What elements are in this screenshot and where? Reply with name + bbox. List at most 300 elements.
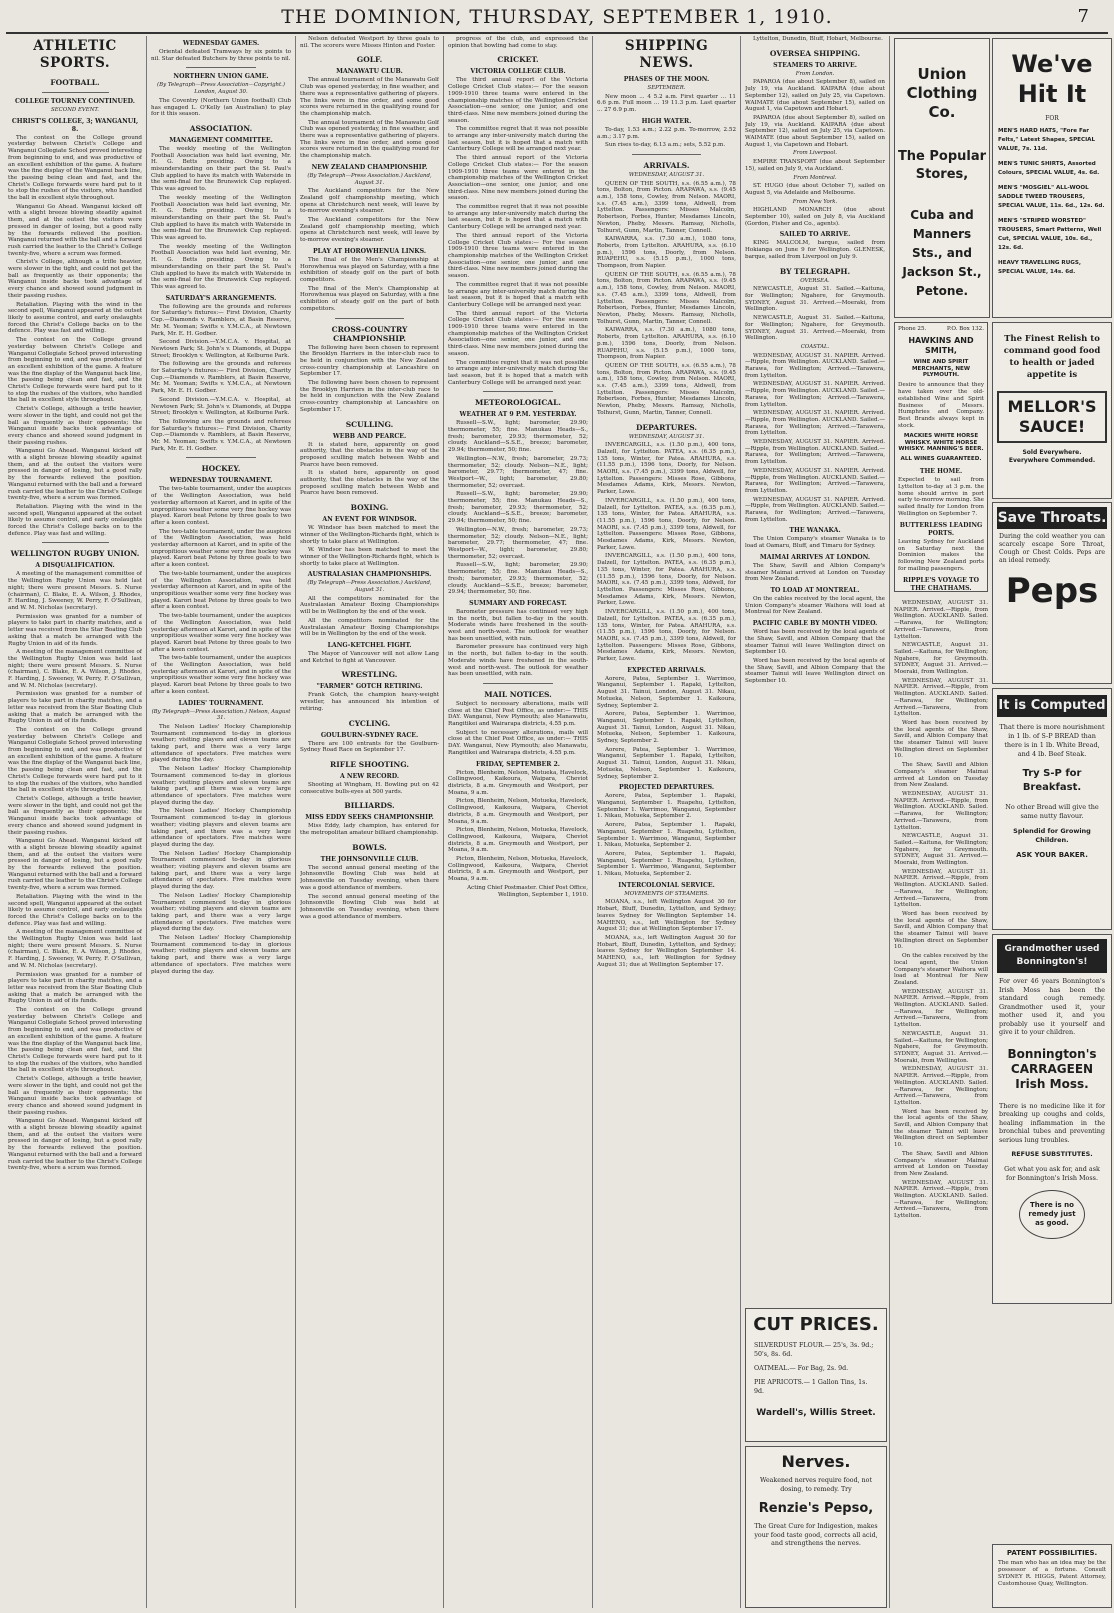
article-paragraph: HIGHLAND MONARCH (due about September 10), sailed on July 8, via Auckland (Gordon, Fisher and Co., agents). <box>745 207 885 227</box>
article-paragraph: The Shaw, Savill and Albion Company's steamer Maimai arrived at London on Tuesday from New Zealand. <box>894 1150 988 1177</box>
article-paragraph: The following have been chosen to represent the Brooklyn Harriers in the inter-club race to be held in conjunction with the New Zealand cross-country championship at Lancashire on September 17. <box>300 380 439 413</box>
subheading: AUSTRALASIAN CHAMPIONSHIPS. <box>307 571 432 579</box>
ad-box: P.O. Box 132. <box>946 326 984 332</box>
article-paragraph: The third annual report of the Victoria College Cricket Club states:— For the season 1909-1910 three teams were entered in the championship matches of the Wellington Cricket Association—one senior, one junior, and one third-class. Nine new members joined during the season. <box>448 310 588 357</box>
column-divider <box>443 36 444 1608</box>
ad-title: PATENT POSSIBILITIES. <box>1006 1549 1098 1557</box>
article-paragraph: NEWCASTLE, August 31. Sailed.—Kaituna, for Wellington; Ngahere, for Greymouth. SYDNEY, August 31. Arrived.—Moeraki, from Wellington. <box>894 833 988 867</box>
subheading: WRESTLING. <box>341 670 398 680</box>
ad-body: The Finest Relish to command good food to health or jaded appetite is <box>1003 334 1101 380</box>
subheading: CHRIST'S COLLEGE, 3; WANGANUI, 8. <box>11 117 139 133</box>
subheading: SCULLING. <box>345 419 394 429</box>
article-paragraph: All the competitors nominated for the Australasian Amateur Boxing Championships will be in Wellington by the end of the week. <box>300 595 439 616</box>
dateline: (By Telegraph—Press Association.) Nelson, August 31. <box>151 708 291 722</box>
ad-item: HEAVY TRAVELLING RUGS, SPECIAL VALUE, 14s. 6d. <box>998 260 1082 275</box>
article-paragraph: The following are the grounds and referees for Saturday's fixtures:— First Division, Charity Cup.—Diamonds v. Ramblers, at Basin Reserve, Mr. M. Yeoman; Swifts v. Y.M.C.A., at Newtown Park, Mr. E. H. Godber. <box>151 361 291 395</box>
article-paragraph: Wanganui Go Ahead. Wanganui kicked off with a slight breeze blowing steadily against them, and at the outset the visitors were pressed in danger of losing, but a good rally by the forwards relieved the position. Wanganui returned with the ball and a forward rush carried the leather to the Christ's College twenty-five, where a scrum was formed. <box>8 203 142 257</box>
ad-title: Nerves. <box>781 1452 851 1471</box>
article-paragraph: Second Division.—Y.M.C.A. v. Hospital, at Newtown Park; St. John's v. Diamonds, at Duppa Street; Brooklyn v. Wellington, at Kelburne Park. <box>151 339 291 359</box>
column-misc <box>894 600 988 1608</box>
subheading: "FARMER" GOTCH RETIRING. <box>316 683 423 691</box>
subheading: BOWLS. <box>352 842 387 852</box>
article-paragraph: It is stated here, apparently on good authority, that the obstacles in the way of the proposed sculling match between Webb and Pearce have been removed. <box>300 470 439 497</box>
article-paragraph: The two-table tournament, under the auspices of the Wellington Association, was held yesterday afternoon at Karori, and in spite of the unpropitious weather some very fine hockey was played. Karori beat Petone by three goals to two after a keen contest. <box>151 486 291 526</box>
subheading: CYCLING. <box>348 718 391 728</box>
article-paragraph: The committee regret that it was not possible to arrange any inter-university match during the last season, but it is hoped that a match with Canterbury College will be arranged next year. <box>448 126 588 153</box>
subheading: DEPARTURES. <box>635 422 698 432</box>
article-paragraph: The two-table tournament, under the auspices of the Wellington Association, was held yesterday afternoon at Karori, and in spite of the unpropitious weather some very fine hockey was played. Karori beat Petone by three goals to two after a keen contest. <box>151 613 291 653</box>
subheading: PHASES OF THE MOON. <box>623 76 710 83</box>
article-paragraph: The third annual report of the Victoria College Cricket Club states:— For the season 1909-1910 three teams were entered in the championship matches of the Wellington Cricket Association—one senior, one junior, and one third-class. Nine new members joined during the season. <box>448 232 588 280</box>
article-paragraph: The following have been chosen to represent the Brooklyn Harriers in the inter-club race to be held in conjunction with the New Zealand cross-country championship at Lancashire on September 17. <box>300 344 439 378</box>
ad-brand: Peps <box>1005 571 1099 611</box>
article-paragraph: Picton, Blenheim, Nelson, Motueka, Havelock, Collingwood, Kaikoura, Waipara, Cheviot districts, 8 a.m. Greymouth and Westport, per Moana, 9 a.m. <box>448 769 588 796</box>
subheading: A DISQUALIFICATION. <box>35 562 115 570</box>
ad-line: Splendid for Growing Children. <box>1013 827 1091 844</box>
divider <box>186 67 256 68</box>
ad-body: That there is more nourishment in 1 lb. of S-P BREAD than there is in 1 lb. White Bread, and 4 lb. Beef Steak. <box>999 723 1105 758</box>
article-paragraph: KAIWARRA, s.s. (7.30 a.m.), 1080 tons, Roberts, from Lyttelton. ARAHURA, s.s. (6.10 p.m.), 1596 tons, Doorly, from Nelson. RUAPEHU, s.s. (5.15 p.m.), 1000 tons, Thompson, from Napier. <box>597 236 736 270</box>
divider <box>42 92 109 93</box>
article-paragraph: The Nelson Ladies' Hockey Championship Tournament commenced to-day in glorious weather; visiting players and eleven teams are taking part, and there was a very large attendance of spectators. Five matches were played during the day. <box>151 766 291 806</box>
subheading: CRICKET. <box>497 55 539 65</box>
ad-item: SILVERDUST FLOUR.— 25's, 3s. 9d.; 50's, 8s. 6d. <box>754 1342 874 1358</box>
article-paragraph: progress of the club, and expressed the opinion that bowling had come to stay. <box>448 36 588 49</box>
article-paragraph: WEDNESDAY, AUGUST 31. NAPIER. Arrived.—Ripple, from Wellington. AUCKLAND. Sailed.—Rarawa, for Wellington; Arrived.—Tarawera, from Lyttelton. <box>745 381 885 408</box>
ad-title: It is Computed <box>997 695 1107 717</box>
column-divider <box>146 36 147 1608</box>
column-divider <box>740 36 741 1608</box>
subheading: VICTORIA COLLEGE CLUB. <box>470 68 566 76</box>
article-paragraph: The Shaw, Savill and Albion Company's steamer Maimai arrived at London on Tuesday from New Zealand. <box>745 562 885 583</box>
article-paragraph: PAPAROA (due about September 8), sailed on July 19, via Auckland. KAIPARA (due about September 12), sailed on July 25, via Capetown. WAIMATE (due about September 15), sailed on August 1, via Capetown and Hobart. <box>745 114 885 148</box>
article-paragraph: The Auckland competitors for the New Zealand golf championship meeting, which opens at Christchurch next week, will leave by to-morrow evening's steamer. <box>300 188 439 215</box>
article-paragraph: Wellington—N.W., fresh; barometer, 29.73; thermometer, 52; cloudy. Nelson—N.E., light; barometer, 29.77; thermometer, 47; fine. Westport—W., light; barometer, 29.80; thermometer, 52; overcast. <box>448 526 588 560</box>
article-paragraph: EMPIRE TRANSPORT (due about September 15), sailed on July 9, via Auckland. <box>745 159 885 172</box>
article-paragraph: The weekly meeting of the Wellington Football Association was held last evening, Mr. H. G. Betts presiding. Owing to a misunderstanding on their part the St. Paul's Club applied to have its match with Waterside in the semi-final for the Brunswick Cup replayed. This was agreed to. <box>151 243 291 290</box>
article-paragraph: ST. HUGO (due about October 7), sailed on August 5, via Adelaide and Melbourne. <box>745 183 885 196</box>
article-paragraph: Barometer pressure has continued very high in the north, but fallen to-day in the south. Moderate winds have freshened in the south-west and north-west. The outlook for weather has been unsettled, with rain. <box>448 644 588 678</box>
section-title: ATHLETIC SPORTS. <box>33 38 117 71</box>
article-paragraph: W. Windsor has been matched to meet the winner of the Wellington-Richards fight, which is shortly to take place at Wellington. <box>300 547 439 567</box>
article-paragraph: The Union Company's steamer Wanaka is to load at Oamaru, Bluff, and Timaru for Sydney. <box>745 536 885 550</box>
article-paragraph: Christ's College, although a trifle heavier, were slower in the tight, and could not get the ball as frequently as their opponents; the Wanganui inside backs took advantage of every chance and showed sound judgment in their passing rushes. <box>8 259 142 299</box>
dateline: From London. <box>795 70 835 77</box>
subheading: ARRIVALS. <box>643 160 690 170</box>
article-paragraph: The committee regret that it was not possible to arrange any inter-university match during the last season, but it is hoped that a match with Canterbury College will be arranged next year. <box>448 204 588 231</box>
moon-phases: New moon ... 4 5.2 a.m. First quarter ... 11 6.6 p.m. Full moon ... 19 11.3 p.m. Last quarter ... 27 6.9 p.m. <box>597 93 736 114</box>
ad-union-clothing <box>894 38 990 318</box>
article-paragraph: WEDNESDAY, AUGUST 31. NAPIER. Arrived.—Ripple, from Wellington. AUCKLAND. Sailed.—Rarawa, for Wellington; Arrived.—Tarawera, from Lyttelton. <box>745 467 885 494</box>
article-paragraph: Miss Eddy, lady champion, has entered for the metropolitan amateur billiard championship. <box>300 823 439 837</box>
divider <box>632 154 702 155</box>
article-paragraph: Picton, Blenheim, Nelson, Motueka, Havelock, Collingwood, Kaikoura, Waipara, Cheviot districts, 8 a.m. Greymouth and Westport, per Moana, 9 a.m. <box>448 827 588 854</box>
article-paragraph: Frank Gotch, the champion heavy-weight wrestler, has announced his intention of retiring. <box>300 692 439 712</box>
subheading: AN EVENT FOR WINDSOR. <box>322 516 417 524</box>
article-paragraph: The Nelson Ladies' Hockey Championship Tournament commenced to-day in glorious weather; visiting players and eleven teams are taking part, and there was a very large attendance of spectators. Five matches were played during the day. <box>151 892 291 933</box>
article-paragraph: Permission was granted for a number of players to take part in charity matches, and a letter was received from the Star Boating Club asking that a match be arranged with the Rugby Union in aid of its funds. <box>8 691 142 725</box>
dateline: SECOND EVENT. <box>51 107 99 113</box>
subheading: WEDNESDAY TOURNAMENT. <box>169 477 273 485</box>
ad-hawkins-smith <box>894 322 988 592</box>
article-paragraph: Expected to sail from Lyttelton to-day at 3 p.m. the home should arrive in port early to-morrow morning. She sailed finally for London from Wellington on September 7. <box>898 476 984 517</box>
ad-mellors-sauce <box>992 322 1112 499</box>
subheading: LADIES' TOURNAMENT. <box>178 699 264 707</box>
subheading: MISS EDDY SEEKS CHAMPIONSHIP. <box>305 814 434 822</box>
article-paragraph: KING MALCOLM, barque, sailed from Hokianga on June 9 for Wellington. GLENESK, barque, sailed from Liverpool on July 9. <box>745 240 885 260</box>
ad-line: REFUSE SUBSTITUTES. <box>1011 1150 1093 1158</box>
ad-brand: Bonnington's CARRAGEEN Irish Moss. <box>1007 1046 1097 1091</box>
ad-phone: Phone 25. <box>898 326 927 332</box>
article-paragraph: Aorere, Patea, September 1. Rapaki, Wanganui, September 1. Ruapehu, Lyttelton, September 1. Warrimoo, Wanganui, September 1. Nikau, Motueka, September 2. <box>597 793 736 820</box>
article-paragraph: Subject to necessary alterations, mails will close at the Chief Post Office, as under:— THIS DAY. Wanganui, New Plymouth; also Manawatu, Rangitikei and Wairarapa districts, 4.55 p.m. <box>448 700 588 728</box>
subheading: HOCKEY. <box>201 464 241 474</box>
divider <box>186 457 256 458</box>
subheading: A NEW RECORD. <box>339 772 400 780</box>
ad-body: There is no medicine like it for breaking up coughs and colds, healing inflammation in the bronchial tubes and preventing serious lung troubles. <box>999 1101 1105 1144</box>
subheading: WELLINGTON RUGBY UNION. <box>10 549 140 559</box>
article-paragraph: The final of the Men's Championship at Horowhenua was played on Saturday, with a fine exhibition of steady golf on the part of both competitors. <box>300 256 439 283</box>
article-paragraph: PAPAROA (due about September 8), sailed on July 19, via Auckland. KAIPARA (due about September 12), sailed on July 25, via Capetown. WAIMATE (due about September 15), sailed on August 1, via Capetown and Hobart. <box>745 79 885 113</box>
ad-title: Grandmother used Bonnington's! <box>997 939 1107 973</box>
article-paragraph: A meeting of the management committee of the Wellington Rugby Union was held last night; there were present Messrs. S. Nurse (chairman), C. Blake, E. A. Wilson, J. Rhodes, F. Harding, J. Sweeney, W. Perry, F. O'Sullivan, and W. M. Nicholas (secretary). <box>8 571 142 611</box>
ad-subtitle: The Popular Stores, <box>897 149 987 182</box>
ad-title: We've Hit It <box>1011 50 1093 108</box>
ad-title: Union Clothing Co. <box>906 65 978 121</box>
article-paragraph: Shooting at Wingham, H. Bowling put on 42 consecutive bulls-eyes at 500 yards. <box>300 781 439 795</box>
ad-cta: Try S-P for Breakfast. <box>1022 768 1082 793</box>
column-shipping <box>597 36 736 1608</box>
ad-title: MELLOR'S SAUCE! <box>997 391 1107 443</box>
subheading: SUMMARY AND FORECAST. <box>469 599 567 607</box>
subheading: PLAY AT HOROWHENUA LINKS. <box>312 247 427 255</box>
ad-item: MEN'S "STRIPED WORSTED" TROUSERS, Smart Patterns, Well Cut, SPECIAL VALUE, 10s. 6d., 12s. 6d. <box>998 218 1102 251</box>
masthead <box>0 6 1114 32</box>
article-paragraph: A meeting of the management committee of the Wellington Rugby Union was held last night; there were present Messrs. S. Nurse (chairman), C. Blake, E. A. Wilson, J. Rhodes, F. Harding, J. Sweeney, W. Perry, F. O'Sullivan, and W. M. Nicholas (secretary). <box>8 649 142 689</box>
subheading: CROSS-COUNTRY CHAMPIONSHIP. <box>331 324 408 343</box>
subheading: GOULBURN-SYDNEY RACE. <box>320 731 419 739</box>
article-paragraph: Lyttelton, Dunedin, Bluff, Hobart, Melbourne. <box>753 36 883 42</box>
article-paragraph: INVERCARGILL, s.s. (1.50 p.m.), 400 tons, Dalzell, for Lyttelton. PATEA, s.s. (6.35 p.m.), 135 tons, Winter, for Patea. ARAHURA, s.s. (11.55 p.m.), 1596 tons, Doorly, for Nelson. MAORI, s.s. (7.45 p.m.), 3399 tons, Aldwell, for Lyttelton. Passengers: Misses Rose, Gibbons, Mesdames Adams, Kirk, Messrs. Newton, Parker, Lowe. <box>597 609 736 663</box>
section-title: SHIPPING NEWS. <box>624 38 709 71</box>
article-paragraph: Christ's College, although a trifle heavier, were slower in the tight, and could not get the ball as frequently as their opponents; the Wanganui inside backs took advantage of every chance and showed sound judgment in their passing rushes. <box>8 1076 142 1116</box>
subheading: HIGH WATER. <box>641 117 692 125</box>
article-paragraph: The contest on the College ground yesterday between Christ's College and Wanganui Collegiate School proved interesting from beginning to end, and was productive of an excellent exhibition of the game. A feature was the fine display of the Wanganui back line, the passing being clean and fast, and the Christ's College forwards were hard put to it to stop the rushes of the visitors, who handled the ball in excellent style throughout. <box>8 726 142 794</box>
masthead-rule <box>6 32 1108 34</box>
subheading: BY TELEGRAPH. <box>779 266 851 276</box>
ad-body: For over 46 years Bonnington's Irish Moss has been the standard cough remedy. Grandmother used it, your mother used it, and you probably use it yourself and give it to your children. <box>999 977 1105 1036</box>
article-paragraph: The Nelson Ladies' Hockey Championship Tournament commenced to-day in glorious weather; visiting players and eleven teams are taking part, and there was a very large attendance of spectators. Five matches were played during the day. <box>151 808 291 848</box>
article-paragraph: The second annual general meeting of the Johnsonville Bowling Club was held at Johnsonville on Tuesday evening, when there was a good attendance of members. <box>300 864 439 891</box>
subheading: SAILED TO ARRIVE. <box>779 231 851 239</box>
article-paragraph: Wanganui Go Ahead. Wanganui kicked off with a slight breeze blowing steadily against them, and at the outset the visitors were pressed in danger of losing, but a good rally by the forwards relieved the position. Wanganui returned with the ball and a forward rush carried the leather to the Christ's College twenty-five, where a scrum was formed. <box>8 1118 142 1172</box>
article-paragraph: Retaliation. Playing with the wind in the second spell, Wanganui appeared at the outset likely to assume control, and early onslaughts forced the Christ's College backs on to the defence. Play was fast and willing. <box>8 503 142 537</box>
article-paragraph: MOANA, s.s., left Wellington August 30 for Hobart, Bluff, Dunedin, Lyttelton, and Sydney; leaves Sydney for Wellington September 14. MAHENO, s.s., left Wellington for Sydney August 31; due at Wellington September 17. <box>597 899 736 933</box>
column-divider <box>295 36 296 1608</box>
article-paragraph: WEDNESDAY, AUGUST 31. NAPIER. Arrived.—Ripple, from Wellington. AUCKLAND. Sailed.—Rarawa, for Wellington; Arrived.—Tarawera, from Lyttelton. <box>745 439 885 466</box>
ad-line: Get what you ask for, and ask for Bonnington's Irish Moss. <box>1004 1165 1100 1182</box>
subheading: LANG-KETCHEL FIGHT. <box>327 642 412 649</box>
article-paragraph: Russell—S.W., light; barometer, 29.90; thermometer, 55; fine. Manukau Heads—S., fresh; barometer, 29.93; thermometer, 52; cloudy. Auckland—S.S.E., breeze; barometer, 29.94; thermometer, 50; fine. <box>448 491 588 525</box>
article-paragraph: All the competitors nominated for the Australasian Amateur Boxing Championships will be in Wellington by the end of the week. <box>300 617 439 638</box>
subheading: THE JOHNSONVILLE CLUB. <box>320 855 419 863</box>
article-paragraph: Permission was granted for a number of players to take part in charity matches, and a letter was received from the Star Boating Club asking that a match be arranged with the Rugby Union in aid of its funds. <box>8 613 142 647</box>
column-divider <box>889 36 890 1608</box>
ad-header-row <box>898 326 984 333</box>
dateline: (By Telegraph—Press Association.) Auckland, August 31. <box>307 172 432 186</box>
ad-footer: ALL WINES GUARANTEED. <box>900 456 982 463</box>
article-paragraph: Russell—S.W., light; barometer, 29.90; thermometer, 55; fine. Manukau Heads—S., fresh; barometer, 29.93; thermometer, 52; cloudy. Auckland—S.S.E., breeze; barometer, 29.94; thermometer, 50; fine. <box>448 420 588 454</box>
article-paragraph: Retaliation. Playing with the wind in the second spell, Wanganui appeared at the outset likely to assume control, and early onslaughts forced the Christ's College backs on to the defence. Play was fast and willing. <box>8 893 142 927</box>
dateline: SEPTEMBER. <box>647 85 686 91</box>
subheading: MANAGEMENT COMMITTEE. <box>169 136 273 144</box>
article-paragraph: The annual tournament of the Manawatu Golf Club was opened yesterday, in fine weather, and there was a representative gathering of players. The links were in fine order, and some good scores were returned in the qualifying round for the championship match. <box>300 119 439 160</box>
ad-renzies-pepso <box>745 1446 887 1608</box>
subheading: EXPECTED ARRIVALS. <box>627 666 706 674</box>
subheading: COLLEGE TOURNEY CONTINUED. <box>15 98 135 105</box>
article-paragraph: The Auckland competitors for the New Zealand golf championship meeting, which opens at Christchurch next week, will leave by to-morrow evening's steamer. <box>300 217 439 244</box>
subheading: RIFLE SHOOTING. <box>330 759 409 769</box>
dateline: From Liverpool. <box>793 150 837 157</box>
article-paragraph: QUEEN OF THE SOUTH, s.s. (6.55 a.m.), 78 tons, Bolton, from Picton. ARAPAWA, s.s. (9.45 a.m.), 158 tons, Cowley, from Nelson. MAORI, s.s. (7.45 a.m.), 3399 tons, Aldwell, from Lyttelton. Passengers: Misses Malcolm, Robertson, Forbes, Hunter, Mesdames Lincoln, Newton, Pheby, Messrs. Ramsay, Nicholls, Tolhurst, Gunn, Martin, Tanner, Connell. <box>597 362 736 416</box>
ad-brand: Renzie's Pepso, <box>758 1501 874 1516</box>
subheading: STEAMERS TO ARRIVE. <box>773 61 857 69</box>
article-paragraph: The following are the grounds and referees for Saturday's fixtures:— First Division, Charity Cup.—Diamonds v. Ramblers, at Basin Reserve, Mr. M. Yeoman; Swifts v. Y.M.C.A., at Newtown Park, Mr. E. H. Godber. <box>151 418 291 452</box>
ad-item: MEN'S TUNIC SHIRTS, Assorted Colours, SPECIAL VALUE, 4s. 6d. <box>998 161 1100 176</box>
article-paragraph: NEWCASTLE, August 31. Sailed.—Kaituna, for Wellington; Ngahere, for Greymouth. SYDNEY, August 31. Arrived.—Moeraki, from Wellington. <box>745 315 885 342</box>
ad-for: FOR <box>1045 115 1059 122</box>
subheading: THE WANAKA. <box>789 527 841 535</box>
article-paragraph: Christ's College, although a trifle heavier, were slower in the tight, and could not get the ball as frequently as their opponents; the Wanganui inside backs took advantage of every chance and showed sound judgment in their passing rushes. <box>8 406 142 446</box>
article-paragraph: The weekly meeting of the Wellington Football Association was held last evening, Mr. H. G. Betts presiding. Owing to a misunderstanding on their part the St. Paul's Club applied to have its match with Waterside in the semi-final for the Brunswick Cup replayed. This was agreed to. <box>151 194 291 242</box>
ad-title: HAWKINS AND SMITH, <box>908 335 974 355</box>
masthead-title: THE DOMINION, THURSDAY, SEPTEMBER 1, 1910. <box>281 6 833 28</box>
article-paragraph: INVERCARGILL, s.s. (1.50 p.m.), 400 tons, Dalzell, for Lyttelton. PATEA, s.s. (6.35 p.m.), 135 tons, Winter, for Patea. ARAHURA, s.s. (11.55 p.m.), 1596 tons, Doorly, for Nelson. MAORI, s.s. (7.45 p.m.), 3399 tons, Aldwell, for Lyttelton. Passengers: Misses Rose, Gibbons, Mesdames Adams, Kirk, Messrs. Newton, Parker, Lowe. <box>597 442 736 496</box>
subheading: BOXING. <box>350 503 389 513</box>
ad-title: CUT PRICES. <box>753 1314 879 1335</box>
ad-address: Cuba and Manners Sts., and Jackson St., Petone. <box>902 208 982 298</box>
article-paragraph: The third annual report of the Victoria College Cricket Club states:— For the season 1909-1910 three teams were entered in the championship matches of the Wellington Cricket Association—one senior, one junior, and one third-class. Nine new members joined during the season. <box>448 155 588 202</box>
article-paragraph: Wellington—N.W., fresh; barometer, 29.73; thermometer, 52; cloudy. Nelson—N.E., light; barometer, 29.77; thermometer, 47; fine. Westport—W., light; barometer, 29.80; thermometer, 52; overcast. <box>448 455 588 489</box>
article-paragraph: The annual tournament of the Manawatu Golf Club was opened yesterday, in fine weather, and there was a representative gathering of players. The links were in fine order, and some good scores were returned in the qualifying round for the championship match. <box>300 77 439 117</box>
article-paragraph: The two-table tournament, under the auspices of the Wellington Association, was held yesterday afternoon at Karori, and in spite of the unpropitious weather some very fine hockey was played. Karori beat Petone by three goals to two after a keen contest. <box>151 570 291 611</box>
subheading: MAIL NOTICES. <box>484 689 552 699</box>
article-paragraph: Leaving Sydney for Auckland on Saturday next the Dominion makes the following New Zealand ports for mailing passengers. <box>898 538 984 572</box>
article-paragraph: W. Windsor has been matched to meet the winner of the Wellington-Richards fight, which is shortly to take place at Wellington. <box>300 525 439 545</box>
ad-body: Desire to announce that they have taken over the old-established Wine and Spirit Business of Messrs. Humphries and Company. Best Brands always kept in stock. <box>898 382 984 429</box>
ad-item: OATMEAL.— For Bag, 2s. 9d. <box>754 1365 849 1372</box>
dateline: From New York. <box>792 198 838 205</box>
ad-line-list <box>993 123 1111 277</box>
article-paragraph: WEDNESDAY, AUGUST 31. NAPIER. Arrived.—Ripple, from Wellington. AUCKLAND. Sailed.—Rarawa, for Wellington; Arrived.—Tarawera, from Lyttelton. <box>894 1066 988 1106</box>
article-paragraph: Aorere, Patea, September 1. Warrimoo, Wanganui, September 1. Rapaki, Lyttelton, August 31. Tainui, London, August 31. Nikau, Motueka, Nelson, September 1. Kaikoura, Sydney, September 2. <box>597 711 736 745</box>
subheading: THE HOME. <box>919 467 963 475</box>
dateline: WEDNESDAY, AUGUST 31. <box>628 433 705 440</box>
subheading: OVERSEA SHIPPING. <box>769 48 861 58</box>
subheading: METEOROLOGICAL. <box>474 398 561 408</box>
ad-line: Everywhere Commended. <box>1008 457 1096 464</box>
article-paragraph: NEWCASTLE, August 31. Sailed.—Kaituna, for Wellington; Ngahere, for Greymouth. SYDNEY, August 31. Arrived.—Moeraki, from Wellington. <box>745 286 885 313</box>
article-paragraph: WEDNESDAY, AUGUST 31. NAPIER. Arrived.—Ripple, from Wellington. AUCKLAND. Sailed.—Rarawa, for Wellington; Arrived.—Tarawera, from Lyttelton. <box>894 600 988 640</box>
subheading: GOLF. <box>356 55 383 65</box>
article-paragraph: Aorere, Patea, September 1. Rapaki, Wanganui, September 1. Ruapehu, Lyttelton, September 1. Warrimoo, Wanganui, September 1. Nikau, Motueka, September 2. <box>597 822 736 849</box>
article-paragraph: WEDNESDAY, AUGUST 31. NAPIER. Arrived.—Ripple, from Wellington. AUCKLAND. Sailed.—Rarawa, for Wellington; Arrived.—Tarawera, from Lyttelton. <box>894 677 988 718</box>
subheading: PROJECTED DEPARTURES. <box>619 784 714 792</box>
subheading: WEBB AND PEARCE. <box>332 432 407 440</box>
subheading: RIPPLE'S VOYAGE TO THE CHATHAMS. <box>903 576 979 592</box>
ad-footer: Wardell's, Willis Street. <box>756 1408 876 1418</box>
ad-body: Weakened nerves require food, not dosing, to remedy. Try <box>759 1477 872 1493</box>
ad-subtitle: WINE AND SPIRIT MERCHANTS, NEW PLYMOUTH. <box>911 358 971 379</box>
ad-item: PIE APRICOTS.— 1 Gallon Tins, 1s. 9d. <box>754 1379 868 1395</box>
article-paragraph: The Shaw, Savill and Albion Company's steamer Maimai arrived at London on Tuesday from New Zealand. <box>894 762 988 789</box>
article-paragraph: Word has been received by the local agents of the Shaw, Savill, and Albion Company that the steamer Tainui will leave Wellington direct on September 10. <box>745 657 885 685</box>
article-paragraph: Word has been received by the local agents of the Shaw, Savill, and Albion Company that the steamer Tainui will leave Wellington direct on September 10. <box>894 1108 988 1149</box>
article-paragraph: Word has been received by the local agents of the Shaw, Savill, and Albion Company that the steamer Tainui will leave Wellington direct on September 10. <box>894 910 988 951</box>
article-paragraph: The Mayor of Vancouver will not allow Lang and Ketchel to fight at Vancouver. <box>300 651 439 664</box>
subheading: SATURDAY'S ARRANGEMENTS. <box>165 294 277 302</box>
ad-bonningtons <box>992 934 1112 1304</box>
dateline: OVERSEA. <box>800 277 830 284</box>
article-paragraph: Second Division.—Y.M.C.A. v. Hospital, at Newtown Park; St. John's v. Diamonds, at Duppa Street; Brooklyn v. Wellington, at Kelburne Park. <box>151 396 291 417</box>
high-water: To-day, 1.53 a.m.; 2.22 p.m. To-morrow, 2.52 a.m.; 3.17 p.m. <box>597 126 736 140</box>
article-paragraph: QUEEN OF THE SOUTH, s.s. (6.55 a.m.), 78 tons, Bolton, from Picton. ARAPAWA, s.s. (9.45 a.m.), 158 tons, Cowley, from Nelson. MAORI, s.s. (7.45 a.m.), 3399 tons, Aldwell, from Lyttelton. Passengers: Misses Malcolm, Robertson, Forbes, Hunter, Mesdames Lincoln, Newton, Pheby, Messrs. Ramsay, Nicholls, Tolhurst, Gunn, Martin, Tanner, Connell. <box>597 271 736 325</box>
article-paragraph: Aorere, Patea, September 1. Warrimoo, Wanganui, September 1. Rapaki, Lyttelton, August 31. Tainui, London, August 31. Nikau, Motueka, Nelson, September 1. Kaikoura, Sydney, September 2. <box>597 746 736 780</box>
dateline: (By Telegraph—Press Association.) Auckland, August 31. <box>307 580 432 594</box>
article-paragraph: NEWCASTLE, August 31. Sailed.—Kaituna, for Wellington; Ngahere, for Greymouth. SYDNEY, August 31. Arrived.—Moeraki, from Wellington. <box>894 642 988 676</box>
article-paragraph: WEDNESDAY, AUGUST 31. NAPIER. Arrived.—Ripple, from Wellington. AUCKLAND. Sailed.—Rarawa, for Wellington; Arrived.—Tarawera, from Lyttelton. <box>745 410 885 437</box>
dateline: WEDNESDAY, AUGUST 31. <box>628 171 705 178</box>
column-sports-2 <box>151 36 291 1608</box>
subheading: INTERCOLONIAL SERVICE. <box>618 881 715 889</box>
subheading: FRIDAY, SEPTEMBER 2. <box>476 760 560 768</box>
article-paragraph: INVERCARGILL, s.s. (1.50 p.m.), 400 tons, Dalzell, for Lyttelton. PATEA, s.s. (6.35 p.m.), 135 tons, Winter, for Patea. ARAHURA, s.s. (11.55 p.m.), 1596 tons, Doorly, for Nelson. MAORI, s.s. (7.45 p.m.), 3399 tons, Aldwell, for Lyttelton. Passengers: Misses Rose, Gibbons, Mesdames Adams, Kirk, Messrs. Newton, Parker, Lowe. <box>597 553 736 607</box>
subheading: WEATHER AT 9 P.M. YESTERDAY. <box>459 411 577 419</box>
ad-item: MEN'S "MOSGIEL" ALL-WOOL SADDLE TWEED TROUSERS, SPECIAL VALUE, 11s. 6d., 12s. 6d. <box>998 185 1105 209</box>
article-paragraph: The Nelson Ladies' Hockey Championship Tournament commenced to-day in glorious weather; visiting players and eleven teams are taking part, and there was a very large attendance of spectators. Five matches were played during the day. <box>151 723 291 764</box>
ad-body: The Great Cure for Indigestion, makes your food taste good, corrects all acid, and strengthens the nerves. <box>754 1523 878 1547</box>
article-paragraph: The contest on the College ground yesterday between Christ's College and Wanganui Collegiate School proved interesting from beginning to end, and was productive of an excellent exhibition of the game. A feature was the fine display of the Wanganui back line, the passing being clean and fast, and the Christ's College forwards were hard put to it to stop the rushes of the visitors, who handled the ball in excellent style throughout. <box>8 337 142 404</box>
ad-line: ASK YOUR BAKER. <box>1016 851 1088 859</box>
article-paragraph: The two-table tournament, under the auspices of the Wellington Association, was held yesterday afternoon at Karori, and in spite of the unpropitious weather some very fine hockey was played. Karori beat Petone by three goals to two after a keen contest. <box>151 655 291 695</box>
dateline: COASTAL. <box>800 343 830 350</box>
article-paragraph: Oriental defeated Tramways by six points to nil. Star defeated Butchers by three points to nil. <box>151 49 291 62</box>
article-paragraph: The contest on the College ground yesterday between Christ's College and Wanganui Collegiate School proved interesting from beginning to end, and was productive of an excellent exhibition of the game. A feature was the fine display of the Wanganui back line, the passing being clean and fast, and the Christ's College forwards were hard put to it to stop the rushes of the visitors, who handled the ball in excellent style throughout. <box>8 134 142 202</box>
article-paragraph: Picton, Blenheim, Nelson, Motueka, Havelock, Collingwood, Kaikoura, Waipara, Cheviot districts, 8 a.m. Greymouth and Westport, per Moana, 9 a.m. <box>448 856 588 883</box>
column-divider <box>592 36 593 1608</box>
article-paragraph: WEDNESDAY, AUGUST 31. NAPIER. Arrived.—Ripple, from Wellington. AUCKLAND. Sailed.—Rarawa, for Wellington; Arrived.—Tarawera, from Lyttelton. <box>894 790 988 831</box>
divider <box>335 318 405 319</box>
article-paragraph: WEDNESDAY, AUGUST 31. NAPIER. Arrived.—Ripple, from Wellington. AUCKLAND. Sailed.—Rarawa, for Wellington; Arrived.—Tarawera, from Lyttelton. <box>894 868 988 909</box>
article-paragraph: Nelson defeated Westport by three goals to nil. The scorers were Misses Hinton and Foster. <box>300 36 439 49</box>
ad-line: Sold Everywhere. <box>1022 449 1082 456</box>
article-paragraph: INVERCARGILL, s.s. (1.50 p.m.), 400 tons, Dalzell, for Lyttelton. PATEA, s.s. (6.35 p.m.), 135 tons, Winter, for Patea. ARAHURA, s.s. (11.55 p.m.), 1596 tons, Doorly, for Nelson. MAORI, s.s. (7.45 p.m.), 3399 tons, Aldwell, for Lyttelton. Passengers: Misses Rose, Gibbons, Mesdames Adams, Kirk, Messrs. Newton, Parker, Lowe. <box>597 497 736 551</box>
ad-item: MEN'S HARD HATS, "Fore Far Felts," Latest Shapes, SPECIAL VALUE, 7s. 11d. <box>998 128 1096 152</box>
ad-title: Save Throats. <box>997 507 1107 529</box>
subheading: PACIFIC CABLE BY MONTH VIDEO. <box>752 620 878 628</box>
subheading: ASSOCIATION. <box>189 123 253 133</box>
article-paragraph: On the cables received by the local agent, the Union Company's steamer Waihora will load at Montreal for New Zealand. <box>745 596 885 616</box>
article-paragraph: Wanganui Go Ahead. Wanganui kicked off with a slight breeze blowing steadily against them, and at the outset the visitors were pressed in danger of losing, but a good rally by the forwards relieved the position. Wanganui returned with the ball and a forward rush carried the leather to the Christ's College twenty-five, where a scrum was formed. <box>8 448 142 502</box>
article-paragraph: The Nelson Ladies' Hockey Championship Tournament commenced to-day in glorious weather; visiting players and eleven teams are taking part, and there was a very large attendance of spectators. Five matches were played during the day. <box>151 850 291 891</box>
subheading: WEDNESDAY GAMES. <box>182 40 260 47</box>
article-paragraph: A meeting of the management committee of the Wellington Rugby Union was held last night; there were present Messrs. S. Nurse (chairman), C. Blake, E. A. Wilson, J. Rhodes, F. Harding, J. Sweeney, W. Perry, F. O'Sullivan, and W. M. Nicholas (secretary). <box>8 929 142 969</box>
article-paragraph: The second annual general meeting of the Johnsonville Bowling Club was held at Johnsonville on Tuesday evening, when there was a good attendance of members. <box>300 893 439 920</box>
subheading: NORTHERN UNION GAME. <box>173 73 269 81</box>
article-paragraph: Word has been received by the local agents of the Shaw, Savill, and Albion Company that the steamer Tainui will leave Wellington direct on September 10. <box>894 719 988 760</box>
sun-times: Sun rises to-day, 6.13 a.m.; sets, 5.52 p.m. <box>605 142 726 149</box>
article-paragraph: Christ's College, although a trifle heavier, were slower in the tight, and could not get the ball as frequently as their opponents; the Wanganui inside backs took advantage of every chance and showed sound judgment in their passing rushes. <box>8 795 142 836</box>
article-paragraph: The final of the Men's Championship at Horowhenua was played on Saturday, with a fine exhibition of steady golf on the part of both competitors. <box>300 285 439 312</box>
article-paragraph: Aorere, Patea, September 1. Warrimoo, Wanganui, September 1. Rapaki, Lyttelton, August 31. Tainui, London, August 31. Nikau, Motueka, Nelson, September 1. Kaikoura, Sydney, September 2. <box>597 675 736 709</box>
ad-sp-bread <box>992 688 1112 930</box>
article-paragraph: The Nelson Ladies' Hockey Championship Tournament commenced to-day in glorious weather; visiting players and eleven teams are taking part, and there was a very large attendance of spectators. Five matches were played during the day. <box>151 935 291 975</box>
article-paragraph: The following are the grounds and referees for Saturday's fixtures:— First Division, Charity Cup.—Diamonds v. Ramblers, at Basin Reserve, Mr. M. Yeoman; Swifts v. Y.M.C.A., at Newtown Park, Mr. E. H. Godber. <box>151 303 291 337</box>
subheading: BILLIARDS. <box>344 801 395 811</box>
article-paragraph: The committee regret that it was not possible to arrange any inter-university match during the last season, but it is hoped that a match with Canterbury College will be arranged next year. <box>448 281 588 308</box>
column-athletic-sports <box>8 36 142 1608</box>
article-paragraph: The third annual report of the Victoria College Cricket Club states:— For the season 1909-1910 three teams were entered in the championship matches of the Wellington Cricket Association—one senior, one junior, and one third-class. Nine new members joined during the season. <box>448 77 588 124</box>
ad-stamp: There is no remedy just as good. <box>1019 1190 1085 1239</box>
subheading: MAIMAI ARRIVES AT LONDON. <box>759 553 871 561</box>
article-paragraph: The contest on the College ground yesterday between Christ's College and Wanganui Collegiate School proved interesting from beginning to end, and was productive of an excellent exhibition of the game. A feature was the fine display of the Wanganui back line, the passing being clean and fast, and the Christ's College forwards were hard put to it to stop the rushes of the visitors, who handled the ball in excellent style throughout. <box>8 1007 142 1074</box>
article-paragraph: WEDNESDAY, AUGUST 31. NAPIER. Arrived.—Ripple, from Wellington. AUCKLAND. Sailed.—Rarawa, for Wellington; Arrived.—Tarawera, from Lyttelton. <box>745 352 885 379</box>
ad-brands: MACKIES WHITE HORSE WHISKY. WHITE HORSE WHISKY. MANNING'S BEER. <box>898 432 984 453</box>
article-paragraph: KAIWARRA, s.s. (7.30 a.m.), 1080 tons, Roberts, from Lyttelton. ARAHURA, s.s. (6.10 p.m.), 1596 tons, Doorly, from Nelson. RUAPEHU, s.s. (5.15 p.m.), 1000 tons, Thompson, from Napier. <box>597 327 736 361</box>
article-paragraph: Russell—S.W., light; barometer, 29.90; thermometer, 55; fine. Manukau Heads—S., fresh; barometer, 29.93; thermometer, 52; cloudy. Auckland—S.S.E., breeze; barometer, 29.94; thermometer, 50; fine. <box>448 562 588 596</box>
divider <box>483 391 553 392</box>
article-paragraph: The committee regret that it was not possible to arrange any inter-university match during the last season, but it is hoped that a match with Canterbury College will be arranged next year. <box>448 359 588 386</box>
ad-cut-prices <box>745 1308 887 1442</box>
article-paragraph: WEDNESDAY, AUGUST 31. NAPIER. Arrived.—Ripple, from Wellington. AUCKLAND. Sailed.—Rarawa, for Wellington; Arrived.—Tarawera, from Lyttelton. <box>745 496 885 523</box>
article-paragraph: Barometer pressure has continued very high in the north, but fallen to-day in the south. Moderate winds have freshened in the south-west and north-west. The outlook for weather has been unsettled, with rain. <box>448 608 588 642</box>
ad-body: During the cold weather you can scarcely escape Sore Throat, Cough or Chest Colds. Peps are an ideal remedy. <box>999 533 1105 564</box>
article-paragraph: The weekly meeting of the Wellington Football Association was held last evening, Mr. H. G. Betts presiding. Owing to a misunderstanding on their part the St. Paul's Club applied to have its match with Waterside in the semi-final for the Brunswick Cup replayed. This was agreed to. <box>151 145 291 193</box>
dateline: MOVEMENTS OF STEAMERS. <box>624 890 709 897</box>
subheading: BUTTERLESS LEADING PORTS. <box>899 521 983 537</box>
ad-line-list <box>746 1337 886 1405</box>
ad-patent <box>992 1544 1112 1608</box>
subheading: MANAWATU CLUB. <box>336 68 403 76</box>
ad-line: No other Bread will give the same nutty flavour. <box>1005 803 1099 820</box>
article-paragraph: Picton, Blenheim, Nelson, Motueka, Havelock, Collingwood, Kaikoura, Waipara, Cheviot districts, 8 a.m. Greymouth and Westport, per Moana, 9 a.m. <box>448 798 588 825</box>
divider <box>483 683 553 684</box>
article-paragraph: Permission was granted for a number of players to take part in charity matches, and a letter was received from the Star Boating Club asking that a match be arranged with the Rugby Union in aid of its funds. <box>8 971 142 1005</box>
dateline: From Montreal. <box>793 174 837 181</box>
article-paragraph: Wanganui Go Ahead. Wanganui kicked off with a slight breeze blowing steadily against them, and at the outset the visitors were pressed in danger of losing, but a good rally by the forwards relieved the position. Wanganui returned with the ball and a forward rush carried the leather to the Christ's College twenty-five, where a scrum was formed. <box>8 838 142 892</box>
article-paragraph: The Coventry (Northern Union football) Club has engaged L. O'Kelly (an Australian) to play for it this season. <box>151 97 291 118</box>
article-paragraph: Aorere, Patea, September 1. Rapaki, Wanganui, September 1. Ruapehu, Lyttelton, September 1. Warrimoo, Wanganui, September 1. Nikau, Motueka, September 2. <box>597 850 736 878</box>
article-paragraph: WEDNESDAY, AUGUST 31. NAPIER. Arrived.—Ripple, from Wellington. AUCKLAND. Sailed.—Rarawa, for Wellington; Arrived.—Tarawera, from Lyttelton. <box>894 1179 988 1220</box>
page-number: 7 <box>1077 6 1090 27</box>
article-paragraph: It is stated here, apparently on good authority, that the obstacles in the way of the proposed sculling match between Webb and Pearce have been removed. <box>300 441 439 468</box>
article-paragraph: MOANA, s.s., left Wellington August 30 for Hobart, Bluff, Dunedin, Lyttelton, and Sydney; leaves Sydney for Wellington September 14. MAHENO, s.s., left Wellington for Sydney August 31; due at Wellington September 17. <box>597 934 736 968</box>
article-paragraph: WEDNESDAY, AUGUST 31. NAPIER. Arrived.—Ripple, from Wellington. AUCKLAND. Sailed.—Rarawa, for Wellington; Arrived.—Tarawera, from Lyttelton. <box>894 988 988 1029</box>
article-paragraph: NEWCASTLE, August 31. Sailed.—Kaituna, for Wellington; Ngahere, for Greymouth. SYDNEY, August 31. Arrived.—Moeraki, from Wellington. <box>894 1030 988 1064</box>
ad-peps <box>992 502 1112 684</box>
article-paragraph: QUEEN OF THE SOUTH, s.s. (6.55 a.m.), 78 tons, Bolton, from Picton. ARAPAWA, s.s. (9.45 a.m.), 158 tons, Cowley, from Nelson. MAORI, s.s. (7.45 a.m.), 3399 tons, Aldwell, from Lyttelton. Passengers: Misses Malcolm, Robertson, Forbes, Hunter, Mesdames Lincoln, Newton, Pheby, Messrs. Ramsay, Nicholls, Tolhurst, Gunn, Martin, Tanner, Connell. <box>597 180 736 234</box>
article-paragraph: The two-table tournament, under the auspices of the Wellington Association, was held yesterday afternoon at Karori, and in spite of the unpropitious weather some very fine hockey was played. Karori beat Petone by three goals to two after a keen contest. <box>151 528 291 569</box>
ad-body: The man who has an idea may be the possessor of a fortune. Consult SYDNEY R. HIGGS, Patent Attorney, Customhouse Quay, Wellington. <box>998 1560 1106 1587</box>
signature: Acting Chief Postmaster. Chief Post Office, Wellington, September 1, 1910. <box>467 884 588 898</box>
article-paragraph: Retaliation. Playing with the wind in the second spell, Wanganui appeared at the outset likely to assume control, and early onslaughts forced the Christ's College backs on to the defence. Play was fast and willing. <box>8 301 142 335</box>
divider <box>42 542 109 543</box>
column-cricket-weather <box>448 36 588 1608</box>
ad-weve-hit-it <box>992 38 1112 318</box>
article-paragraph: On the cables received by the local agent, the Union Company's steamer Waihora will load at Montreal for New Zealand. <box>894 953 988 986</box>
article-paragraph: Word has been received by the local agents of the Shaw, Savill, and Albion Company that the steamer Tainui will leave Wellington direct on September 10. <box>745 629 885 656</box>
subheading: FOOTBALL. <box>50 78 100 87</box>
